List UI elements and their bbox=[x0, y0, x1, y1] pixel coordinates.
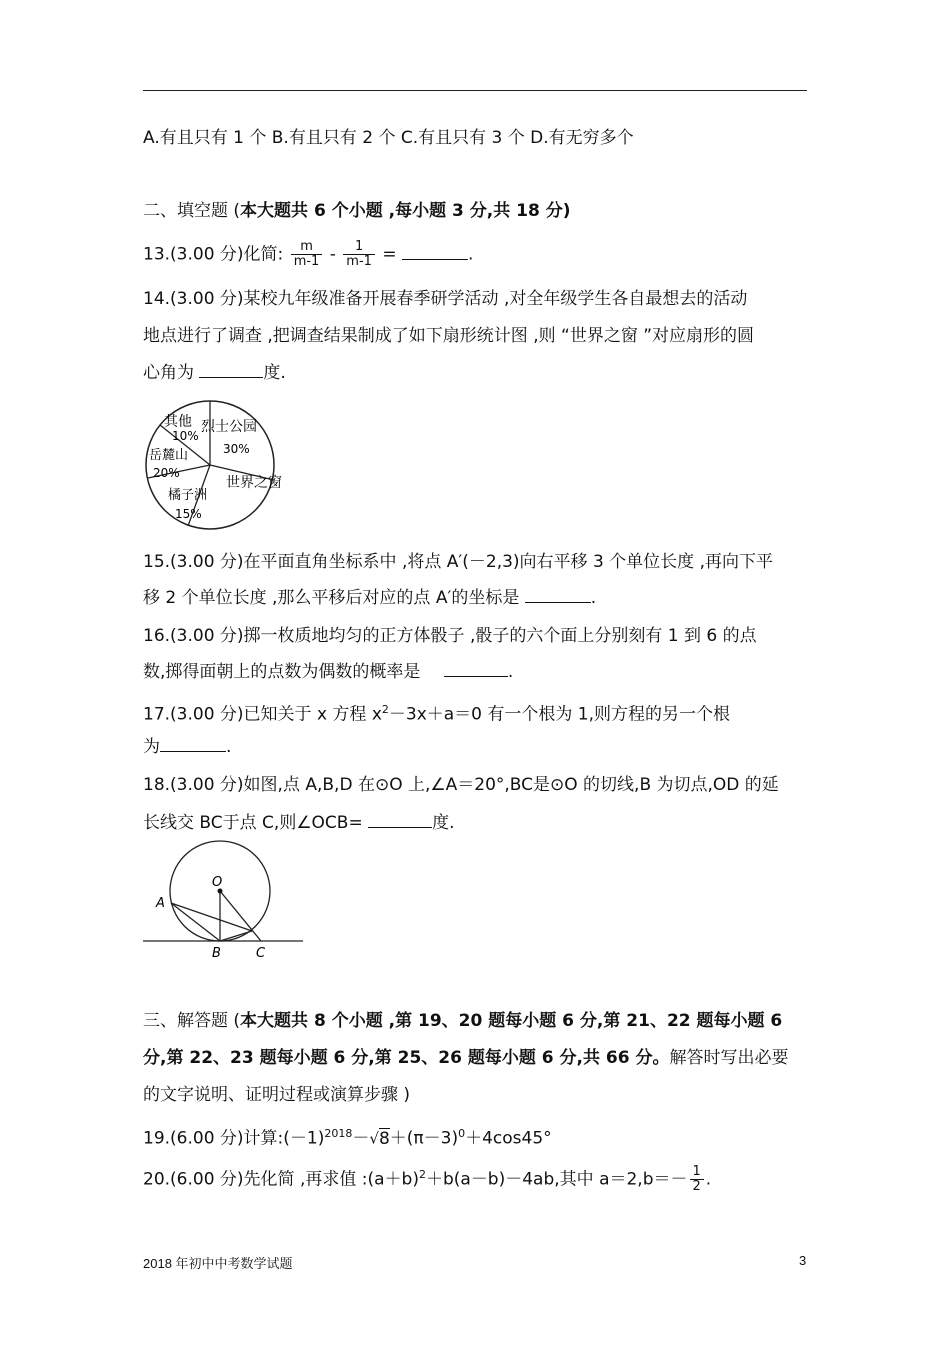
pie-pct-yuelu: 20% bbox=[153, 466, 180, 480]
top-rule bbox=[143, 90, 807, 91]
page-number: 3 bbox=[799, 1253, 807, 1268]
section3-line3: 的文字说明、证明过程或演算步骤 ) bbox=[143, 1085, 411, 1105]
section2-heading-b: 本大题共 6 个小题 ,每小题 3 分,共 18 分) bbox=[240, 201, 571, 221]
q15-blank bbox=[525, 588, 591, 603]
pie-label-window-of-world: 世界之窗 bbox=[226, 475, 282, 491]
q12-options: A.有且只有 1 个 B.有且只有 2 个 C.有且只有 3 个 D.有无穷多个 bbox=[143, 128, 634, 148]
q18-line1: 18.(3.00 分)如图,点 A,B,D 在⊙O 上,∠A＝20°,BC是⊙O 的切线,B 为切点,OD 的延 bbox=[143, 775, 779, 795]
q20: 20.(6.00 分)先化简 ,再求值 $:(a+b)^2+b(a-b)-4ab$,其中 a＝2,b＝－ $\frac{1}{2}$ . bbox=[143, 1164, 712, 1195]
q13-prefix: 13.(3.00 分)化简: bbox=[143, 244, 284, 265]
label-c: C bbox=[256, 946, 266, 961]
q14-line3: 心角为 度. bbox=[143, 363, 286, 383]
section3-line1: 三、解答题 (本大题共 8 个小题 ,第 19、20 题每小题 6 分,第 21、22 题每小题 6 bbox=[143, 1011, 783, 1031]
q16-line2: 数,掷得面朝上的点数为偶数的概率是 . bbox=[143, 662, 514, 682]
q18-line2: 长线交 BC于点 C,则∠OCB= 度. bbox=[143, 813, 455, 833]
q15-line2: 移 2 个单位长度 ,那么平移后对应的点 A′的坐标是 . bbox=[143, 588, 597, 608]
q14-blank bbox=[199, 363, 263, 378]
q16-line1: 16.(3.00 分)掷一枚质地均匀的正方体骰子 ,骰子的六个面上分别刻有 1 到 6 的点 bbox=[143, 626, 757, 646]
q15-line1: 15.(3.00 分)在平面直角坐标系中 ,将点 A′(－2,3)向右平移 3 个单位长度 ,再向下平 bbox=[143, 552, 773, 572]
label-o: O bbox=[212, 875, 223, 890]
sqrt-radicand: 8 bbox=[378, 1128, 390, 1149]
pie-pct-other: 10% bbox=[172, 429, 199, 443]
q13-op: - bbox=[329, 244, 336, 265]
pie-pct-orange-isle: 15% bbox=[175, 507, 202, 521]
q17-line1: 17.(3.00 分)已知关于 x 方程 $x^2-3x+a=0$ 有一个根为 1,则方程的另一个根 bbox=[143, 703, 731, 725]
q13-blank bbox=[402, 245, 468, 260]
pie-chart-figure bbox=[140, 398, 282, 534]
pie-label-martyrs-park: 烈士公园 bbox=[201, 419, 257, 435]
label-a: A bbox=[156, 896, 165, 911]
section2-heading-a: 二、填空题 ( bbox=[143, 201, 241, 221]
segment-db bbox=[220, 931, 252, 941]
q13-frac2: $\frac{1}{m-1}$ bbox=[343, 240, 375, 269]
section2-heading bbox=[143, 200, 570, 222]
pie-pct-martyrs-park: 30% bbox=[223, 442, 250, 456]
q16-blank bbox=[444, 662, 508, 677]
q13: 13.(3.00 分)化简: $\frac{m}{m-1}$ - $\frac{1}{m-1}$ = . bbox=[143, 239, 474, 269]
sqrt-sign: √ bbox=[369, 1129, 379, 1148]
q18-blank bbox=[368, 813, 432, 828]
q19: 19.(6.00 分)计算$:(-1)^{2018}-√8+(\pi-3)^0+4\cos 45^\circ$ bbox=[143, 1127, 552, 1149]
pie-label-other: 其他 bbox=[164, 414, 192, 430]
q13-frac1: $\frac{m}{m-1}$ bbox=[291, 240, 323, 269]
pie-label-yuelu: 岳麓山 bbox=[149, 448, 189, 463]
q13-eq: = bbox=[382, 244, 397, 265]
segment-ad bbox=[171, 903, 252, 931]
pie-label-orange-isle: 橘子洲 bbox=[168, 488, 208, 503]
circle-tangent-figure bbox=[140, 840, 308, 964]
section3-line2: 分,第 22、23 题每小题 6 分,第 25、26 题每小题 6 分,共 66 分。解答时写出必要 bbox=[143, 1048, 789, 1068]
q20-frac: $\frac{1}{2}$ bbox=[690, 1165, 704, 1194]
q14-line1: 14.(3.00 分)某校九年级准备开展春季研学活动 ,对全年级学生各自最想去的活动 bbox=[143, 289, 748, 309]
q17-line2: 为 . bbox=[143, 737, 232, 757]
footer-title: 2018 年初中中考数学试题 bbox=[143, 1256, 293, 1271]
q14-line2: 地点进行了调查 ,把调查结果制成了如下扇形统计图 ,则 “世界之窗 ”对应扇形的圆 bbox=[143, 326, 755, 346]
q17-blank bbox=[160, 737, 226, 752]
segment-oc bbox=[220, 891, 261, 941]
label-b: B bbox=[212, 946, 221, 961]
